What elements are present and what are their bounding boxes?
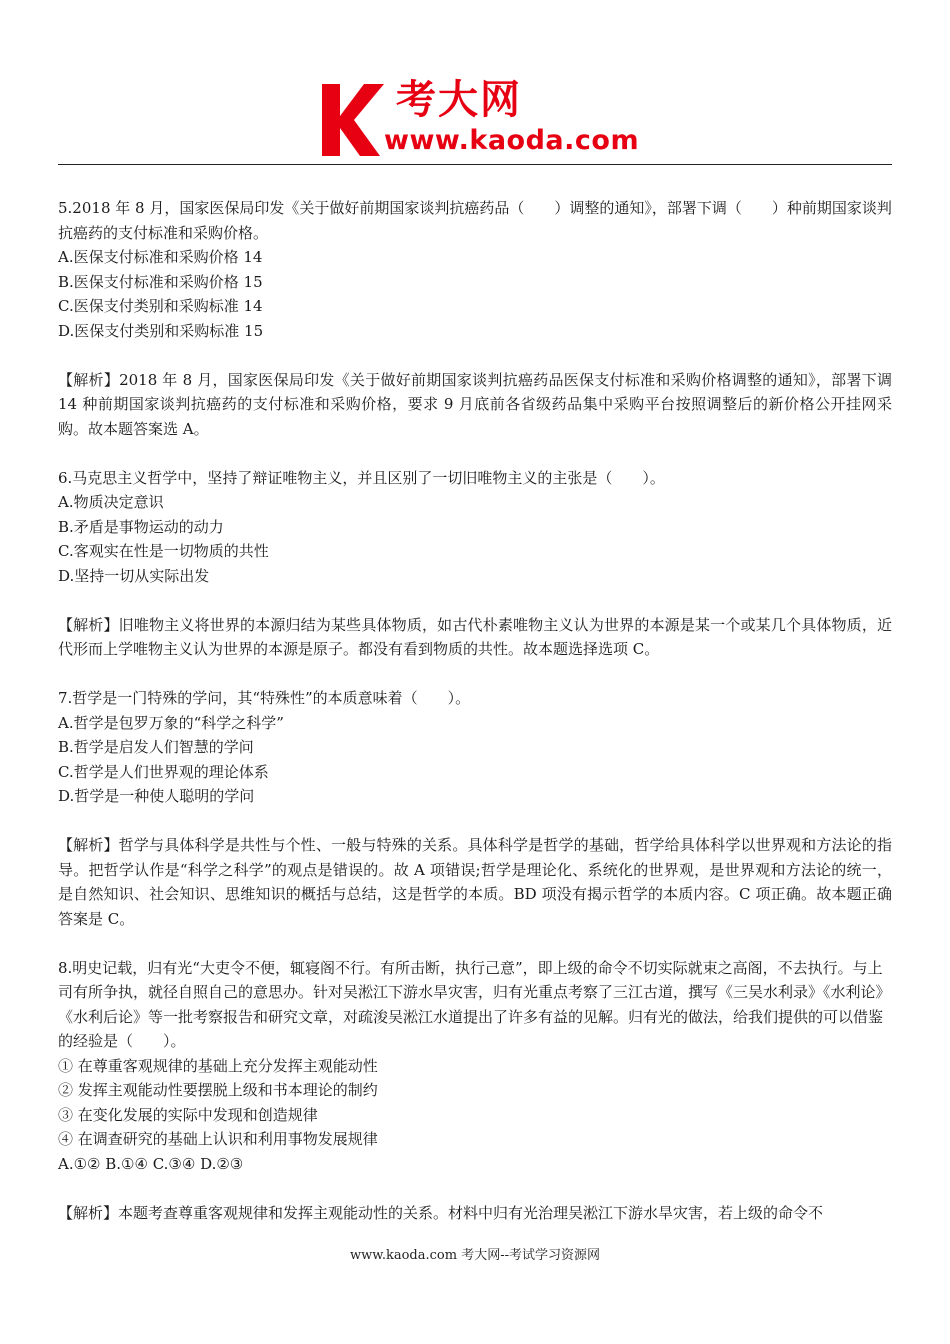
question-analysis: 【解析】旧唯物主义将世界的本源归结为某些具体物质，如古代朴素唯物主义认为世界的本源是某一个或某几个具体物质，近代形而上学唯物主义认为世界的本源是原子。都没有看到物质的共性。故本题选择选项 C。 [58,615,892,658]
option-d: D.坚持一切从实际出发 [58,566,210,585]
statement-1: ① 在尊重客观规律的基础上充分发挥主观能动性 [58,1056,378,1075]
question-stem: 8.明史记载，归有光“大吏令不便，辄寝阁不行。有所击断，执行己意”，即上级的命令不切实际就束之高阁，不去执行。与上司有所争执，就径自照自己的意思办。针对吴淞江下游水旱灾害，归有光重点考察了三江古道，撰写《三吴水利录》《水利论》《水利后论》等一批考察报告和研究文章，对疏浚吴淞江水道提出了许多有益的见解。归有光的做法，给我们提供的可以借鉴的经验是（ ）。 [58,958,891,1050]
statement-2: ② 发挥主观能动性要摆脱上级和书本理论的制约 [58,1081,378,1099]
page-header [0,70,950,160]
option-d: D.哲学是一种使人聪明的学问 [58,787,255,805]
question-analysis: 【解析】哲学与具体科学是共性与个性、一般与特殊的关系。具体科学是哲学的基础，哲学给具体科学以世界观和方法论的指导。把哲学认作是“科学之科学”的观点是错误的。故 A 项错误;哲学是理论化、系统化的世界观，是世界观和方法论的统一，是自然知识、社会知识、思维知识的概括与总结，这是哲学的本质。BD 项没有揭示哲学的本质内容。C 项正确。故本题正确答案是 C。 [58,836,892,928]
question-stem: 7.哲学是一门特殊的学问，其“特殊性”的本质意味着（ ）。 [58,689,471,707]
k-logo-icon [318,80,388,158]
question-block [58,686,892,956]
question-stem: 6.马克思主义哲学中，坚持了辩证唯物主义，并且区别了一切旧唯物主义的主张是（ ）。 [58,468,665,487]
question-list [58,196,892,1225]
answer-choices: A.①② B.①④ C.③④ D.②③ [58,1154,244,1173]
option-a: A.医保支付标准和采购价格 14 [58,248,263,266]
question-block [58,196,892,466]
option-d: D.医保支付类别和采购标准 15 [58,321,264,340]
question-block [58,466,892,687]
question-stem: 5.2018 年 8 月，国家医保局印发《关于做好前期国家谈判抗癌药品（ ）调整的通知》，部署下调（ ）种前期国家谈判抗癌药的支付标准和采购价格。 [58,199,892,242]
statement-3: ③ 在变化发展的实际中发现和创造规律 [58,1105,318,1124]
kaoda-logo[interactable] [318,77,648,160]
logo-url-text: www.kaoda.com [384,125,640,156]
page-footer: www.kaoda.com 考大网--考试学习资源网 [350,1248,600,1263]
statement-4: ④ 在调查研究的基础上认识和利用事物发展规律 [58,1130,378,1148]
option-b: B.矛盾是事物运动的动力 [58,517,224,536]
option-a: A.物质决定意识 [58,493,164,511]
logo-brand-text: 考大网 [396,77,522,123]
option-b: B.哲学是启发人们智慧的学问 [58,738,254,756]
question-block [58,956,892,1226]
question-analysis: 【解析】本题考查尊重客观规律和发挥主观能动性的关系。材料中归有光治理吴淞江下游水旱灾害，若上级的命令不 [58,1203,824,1222]
header-divider [58,164,892,165]
option-b: B.医保支付标准和采购价格 15 [58,272,263,291]
option-c: C.哲学是人们世界观的理论体系 [58,762,269,781]
option-a: A.哲学是包罗万象的“科学之科学” [58,713,284,732]
option-c: C.医保支付类别和采购标准 14 [58,297,263,315]
option-c: C.客观实在性是一切物质的共性 [58,542,269,560]
question-analysis: 【解析】2018 年 8 月，国家医保局印发《关于做好前期国家谈判抗癌药品医保支付标准和采购价格调整的通知》，部署下调 14 种前期国家谈判抗癌药的支付标准和采购价格，要求 9 月底前各省级药品集中采购平台按照调整后的新价格公开挂网采购。故本题答案选 A。 [58,370,892,438]
